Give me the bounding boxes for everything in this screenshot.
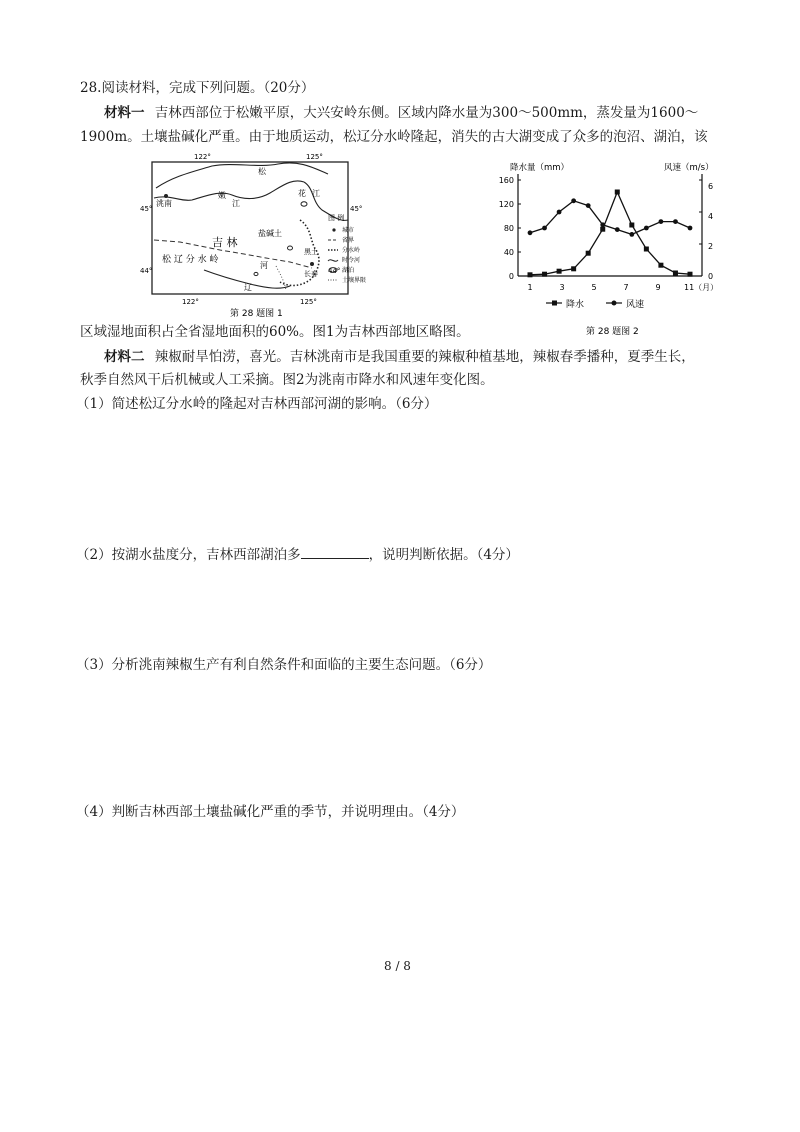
label-he: 河 [260,261,268,270]
label-nenjiang-a: 嫩 [218,191,226,200]
precipitation-point [644,247,649,252]
y-tick: 120 [498,200,514,209]
map-lat-45-right: 45° [350,205,363,213]
material2-label: 材料二 [104,349,145,365]
subquestion-2-prefix: （2）按湖水盐度分，吉林西部湖泊多 [76,547,301,563]
wind-speed-point [688,226,693,231]
wind-speed-point [542,226,547,231]
chart-plot-area [518,174,702,277]
precipitation-point [673,271,678,276]
legend-wind-label: 风速 [626,300,645,310]
material1-text-1: 吉林西部位于松嫩平原，大兴安岭东侧。区域内降水量为300～500mm，蒸发量为1600～ [154,105,699,121]
label-songliao-watershed: 松 辽 分 水 岭 [162,255,219,265]
legend-item-border: 省界 [342,237,355,244]
material1-label: 材料一 [104,105,145,121]
wind-speed-point [528,230,533,235]
y-tick: 160 [498,176,514,185]
y2-tick: 0 [708,272,714,281]
lake-2 [301,202,307,206]
legend-seasonal-river-icon [328,260,338,262]
wind-speed-point [629,232,634,237]
left-axis-ticks [499,176,514,281]
lake-1 [288,246,293,250]
label-songhua-a: 松 [258,167,266,176]
legend-item-city: 城市 [342,227,355,234]
y-tick: 80 [503,224,514,233]
wind-speed-point [571,198,576,203]
figure2-chart [498,160,734,338]
wind-speed-line [530,201,690,235]
precipitation-point [586,251,591,256]
material1-line3: 区域湿地面积占全省湿地面积的60%。图1为吉林西部地区略图。 [80,324,470,340]
y-tick: 40 [503,248,514,257]
legend-precip-marker [552,301,557,306]
label-nenjiang-b: 江 [232,199,240,208]
material1-line1 [104,103,698,123]
map-lon-bottom-right: 125° [300,298,317,306]
precipitation-point [629,223,634,228]
material2-line2: 秋季自然风干后机械或人工采摘。图2为洮南市降水和风速年变化图。 [80,372,494,388]
material1-line2: 1900m。土壤盐碱化严重。由于地质运动，松辽分水岭隆起，消失的古大湖变成了众多的泡沼、湖泊，该 [80,129,708,145]
map-caption: 第 28 题图 1 [230,309,283,319]
chart-legend [546,298,644,310]
city-taonan [164,194,168,198]
precipitation-point [557,269,562,274]
precipitation-point [528,272,533,277]
map-frame [152,162,348,294]
precipitation-point [600,227,605,232]
legend-wind-marker [612,301,617,306]
chart-caption: 第 28 题图 2 [586,327,639,337]
map-lat-44: 44° [140,267,153,275]
precipitation-point [615,190,620,195]
y-tick: 0 [508,272,514,281]
precipitation-point [542,272,547,277]
answer-blank[interactable] [301,544,369,559]
x-tick: 7 [623,283,629,292]
label-jilin: 吉 林 [212,236,238,249]
wind-speed-point [557,210,562,215]
map-lon-bottom-left: 122° [182,298,199,306]
taoer-river [156,163,328,188]
x-tick: 1 [527,283,533,292]
wind-speed-point [586,203,591,208]
x-tick: 5 [591,283,597,292]
label-liao: 辽 [244,283,252,292]
map-lon-top-right: 125° [306,153,323,161]
chart-ylabel: 降水量（mm） [510,163,570,173]
label-salt-soil: 盐碱土 [258,229,282,238]
legend-title: 图 例 [328,214,345,222]
label-changchun: 长春 [304,270,318,278]
wind-speed-point [600,222,605,227]
label-taonan: 洮南 [156,199,172,208]
subquestion-4: （4）判断吉林西部土壤盐碱化严重的季节，并说明理由。（4分） [76,804,465,820]
subquestion-3: （3）分析洮南辣椒生产有利自然条件和面临的主要生态问题。（6分） [76,657,492,673]
label-heitu: 黑土 [304,248,318,256]
figure1-map [140,150,380,322]
wind-speed-point [673,219,678,224]
material2-text-1: 辣椒耐旱怕涝，喜光。吉林洮南市是我国重要的辣椒种植基地，辣椒春季播种，夏季生长， [154,349,695,365]
y2-tick: 6 [708,182,714,191]
legend-city-icon [332,228,335,231]
city-changchun [310,262,314,266]
subquestion-1: （1）简述松辽分水岭的隆起对吉林西部河湖的影响。（6分） [76,396,438,412]
subquestion-2 [76,544,519,565]
material2-line1 [104,347,695,367]
legend-item-watershed: 分水岭 [342,247,361,254]
label-songhua-c: 江 [312,189,320,198]
right-axis-ticks [708,182,713,281]
y2-tick: 2 [708,242,714,251]
precipitation-point [658,263,663,268]
x-tick: 3 [559,283,565,292]
subquestion-2-suffix: ，说明判断依据。（4分） [368,547,519,563]
y2-tick: 4 [708,212,714,221]
page-number: 8 / 8 [384,959,411,973]
wind-speed-point [659,219,664,224]
question-header: 28.阅读材料，完成下列问题。（20分） [80,80,315,96]
label-songhua-b: 花 [298,189,306,198]
precipitation-point [571,266,576,271]
x-axis-ticks [527,283,718,292]
map-lon-top-left: 122° [194,153,211,161]
x-tick: 9 [655,283,661,292]
chart-y2label: 风速（m/s） [664,163,714,173]
precipitation-line [530,192,690,275]
wind-speed-point [615,227,620,232]
nenjiang-river [154,181,304,200]
legend-item-lake: 湖泊 [342,267,355,274]
soil-boundary [276,266,286,290]
map-lat-45: 45° [140,205,153,213]
map-lat-44-right: 44° [328,267,341,275]
x-tick: 11（月） [684,283,719,292]
lake-3 [254,272,258,275]
legend-item-seasonal-river: 时令河 [342,257,361,264]
legend-precip-label: 降水 [566,300,585,310]
legend-item-soil: 土壤界限 [342,277,367,284]
precipitation-point [688,272,693,277]
wind-speed-point [644,226,649,231]
